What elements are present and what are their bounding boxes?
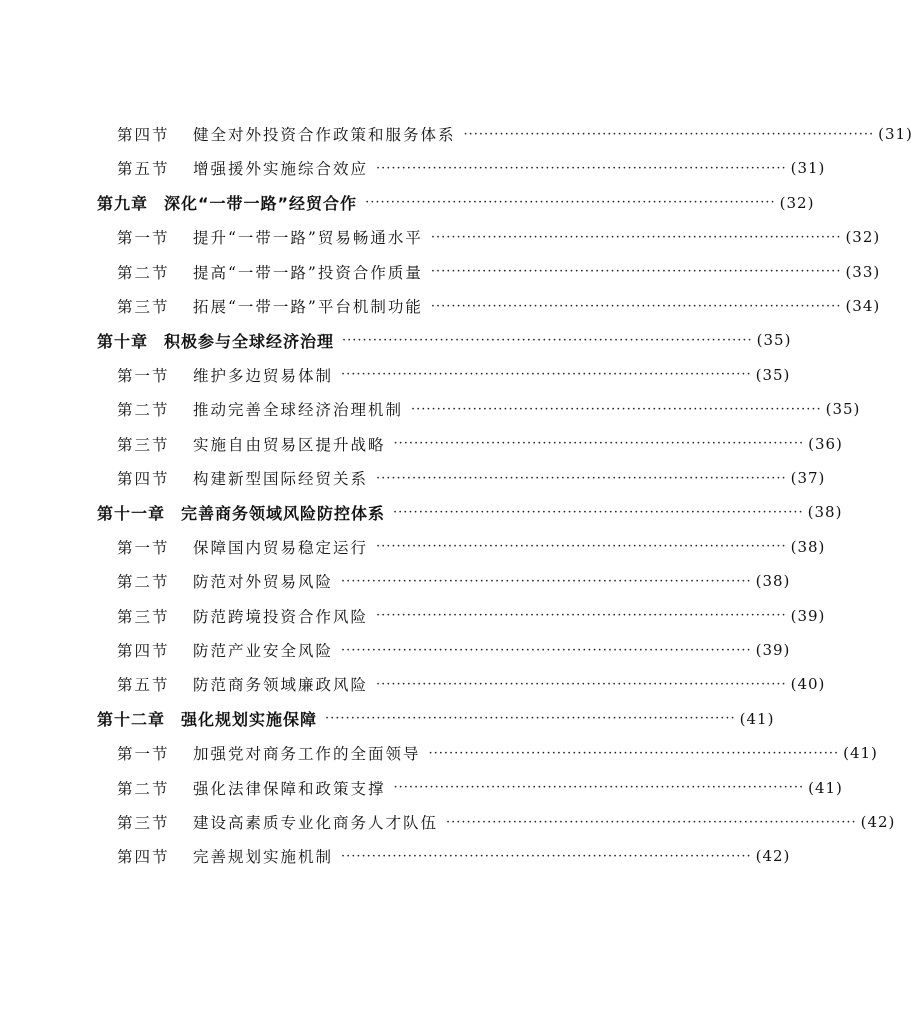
page-number: (37)	[790, 469, 826, 487]
section-title: 保障国内贸易稳定运行	[193, 538, 369, 557]
section-number: 第四节	[117, 642, 170, 660]
toc-section-entry	[0, 532, 826, 562]
page-number: (38)	[807, 503, 843, 522]
section-number: 第四节	[117, 848, 170, 867]
page-number: (35)	[756, 331, 792, 350]
section-title: 建设高素质专业化商务人才队伍	[193, 814, 439, 832]
dot-leader: ················································································	[341, 848, 752, 864]
toc-section-entry	[0, 773, 843, 803]
page-number: (41)	[739, 709, 775, 728]
dot-leader: ················································································	[376, 470, 787, 486]
chapter-number: 第十一章	[97, 503, 166, 523]
toc-section-entry	[0, 291, 881, 321]
toc-section-entry	[0, 841, 791, 871]
page-number: (42)	[755, 847, 791, 866]
page-number: (35)	[825, 400, 861, 419]
dot-leader: ················································································	[393, 504, 804, 520]
toc-section-entry	[0, 807, 896, 837]
chapter-number: 第十二章	[97, 710, 166, 730]
dot-leader: ················································································	[430, 298, 842, 314]
page-number: (41)	[808, 778, 843, 797]
dot-leader: ················································································	[376, 608, 787, 624]
toc-section-entry	[0, 669, 826, 699]
dot-leader: ················································································	[446, 814, 857, 830]
section-number: 第三节	[117, 435, 170, 454]
toc-chapter-entry	[0, 188, 815, 218]
dot-leader: ················································································	[341, 642, 752, 658]
dot-leader: ················································································	[376, 676, 787, 692]
section-number: 第二节	[117, 573, 170, 592]
section-title: 实施自由贸易区提升战略	[193, 435, 386, 454]
page-number: (38)	[790, 537, 826, 556]
section-number: 第三节	[117, 607, 170, 626]
toc-section-entry	[0, 635, 791, 665]
section-title: 健全对外投资合作政策和服务体系	[193, 126, 456, 144]
chapter-title: 强化规划实施保障	[181, 710, 318, 730]
section-number: 第三节	[117, 814, 170, 832]
section-title: 推动完善全球经济治理机制	[193, 401, 404, 420]
dot-leader: ················································································	[430, 264, 842, 280]
page-number: (33)	[845, 262, 881, 281]
section-number: 第二节	[117, 263, 170, 282]
toc-section-entry	[0, 601, 826, 631]
section-title: 维护多边贸易体制	[193, 366, 334, 385]
chapter-number: 第九章	[97, 194, 149, 214]
chapter-title: 完善商务领域风险防控体系	[181, 503, 386, 523]
section-title: 强化法律保障和政策支撑	[193, 779, 386, 798]
page-number: (36)	[808, 434, 843, 453]
toc-chapter-entry	[0, 497, 843, 527]
dot-leader: ················································································	[411, 401, 822, 417]
page-number: (39)	[755, 641, 791, 659]
page-number: (34)	[845, 297, 881, 315]
section-title: 构建新型国际经贸关系	[193, 470, 369, 488]
chapter-title: 积极参与全球经济治理	[164, 331, 335, 351]
section-number: 第五节	[117, 676, 170, 695]
section-title: 提高“一带一路”投资合作质量	[193, 263, 423, 282]
chapter-number: 第十章	[97, 331, 149, 351]
section-title: 增强援外实施综合效应	[193, 160, 369, 179]
section-number: 第一节	[117, 366, 170, 385]
page-number: (42)	[860, 813, 896, 831]
toc-section-entry	[0, 463, 826, 493]
toc-chapter-entry	[0, 704, 775, 734]
page-number: (31)	[878, 125, 913, 143]
dot-leader: ················································································	[430, 229, 842, 245]
section-number: 第二节	[117, 401, 170, 420]
toc-section-entry	[0, 360, 791, 390]
toc-section-entry	[0, 394, 861, 424]
toc-section-entry	[0, 566, 791, 596]
dot-leader: ················································································	[325, 711, 736, 727]
toc-chapter-entry	[0, 325, 792, 355]
section-number: 第一节	[117, 538, 170, 557]
section-title: 防范跨境投资合作风险	[193, 607, 369, 626]
section-title: 防范对外贸易风险	[193, 573, 334, 592]
toc-section-entry	[0, 153, 826, 183]
toc-section-entry	[0, 222, 881, 252]
dot-leader: ················································································	[342, 332, 753, 348]
dot-leader: ················································································	[341, 573, 752, 589]
section-title: 加强党对商务工作的全面领导	[193, 745, 421, 764]
page-number: (39)	[790, 606, 826, 625]
page-number: (41)	[843, 744, 878, 763]
section-number: 第四节	[117, 126, 170, 144]
dot-leader: ················································································	[376, 160, 787, 176]
page-number: (35)	[755, 365, 791, 384]
page-number: (38)	[755, 572, 791, 591]
section-number: 第四节	[117, 470, 170, 488]
toc-section-entry	[0, 257, 881, 287]
page-number: (31)	[790, 159, 826, 178]
section-number: 第五节	[117, 160, 170, 179]
dot-leader: ················································································	[376, 539, 787, 555]
toc-section-entry	[0, 429, 843, 459]
section-title: 防范商务领域廉政风险	[193, 676, 369, 695]
section-number: 第一节	[117, 229, 170, 248]
dot-leader: ················································································	[393, 780, 805, 796]
dot-leader: ················································································	[393, 436, 805, 452]
page-number: (40)	[790, 675, 826, 694]
dot-leader: ················································································	[428, 745, 840, 761]
section-title: 完善规划实施机制	[193, 848, 334, 867]
section-title: 提升“一带一路”贸易畅通水平	[193, 229, 423, 248]
page-number: (32)	[779, 193, 815, 212]
section-title: 拓展“一带一路”平台机制功能	[193, 298, 423, 316]
dot-leader: ················································································	[463, 126, 875, 142]
section-number: 第一节	[117, 745, 170, 764]
section-number: 第三节	[117, 298, 170, 316]
toc-section-entry	[0, 119, 913, 149]
chapter-title: 深化“一带一路”经贸合作	[164, 194, 358, 214]
page-number: (32)	[845, 228, 881, 247]
section-number: 第二节	[117, 779, 170, 798]
section-title: 防范产业安全风险	[193, 642, 334, 660]
toc-section-entry	[0, 738, 878, 768]
dot-leader: ················································································	[341, 367, 752, 383]
dot-leader: ················································································	[365, 195, 776, 211]
